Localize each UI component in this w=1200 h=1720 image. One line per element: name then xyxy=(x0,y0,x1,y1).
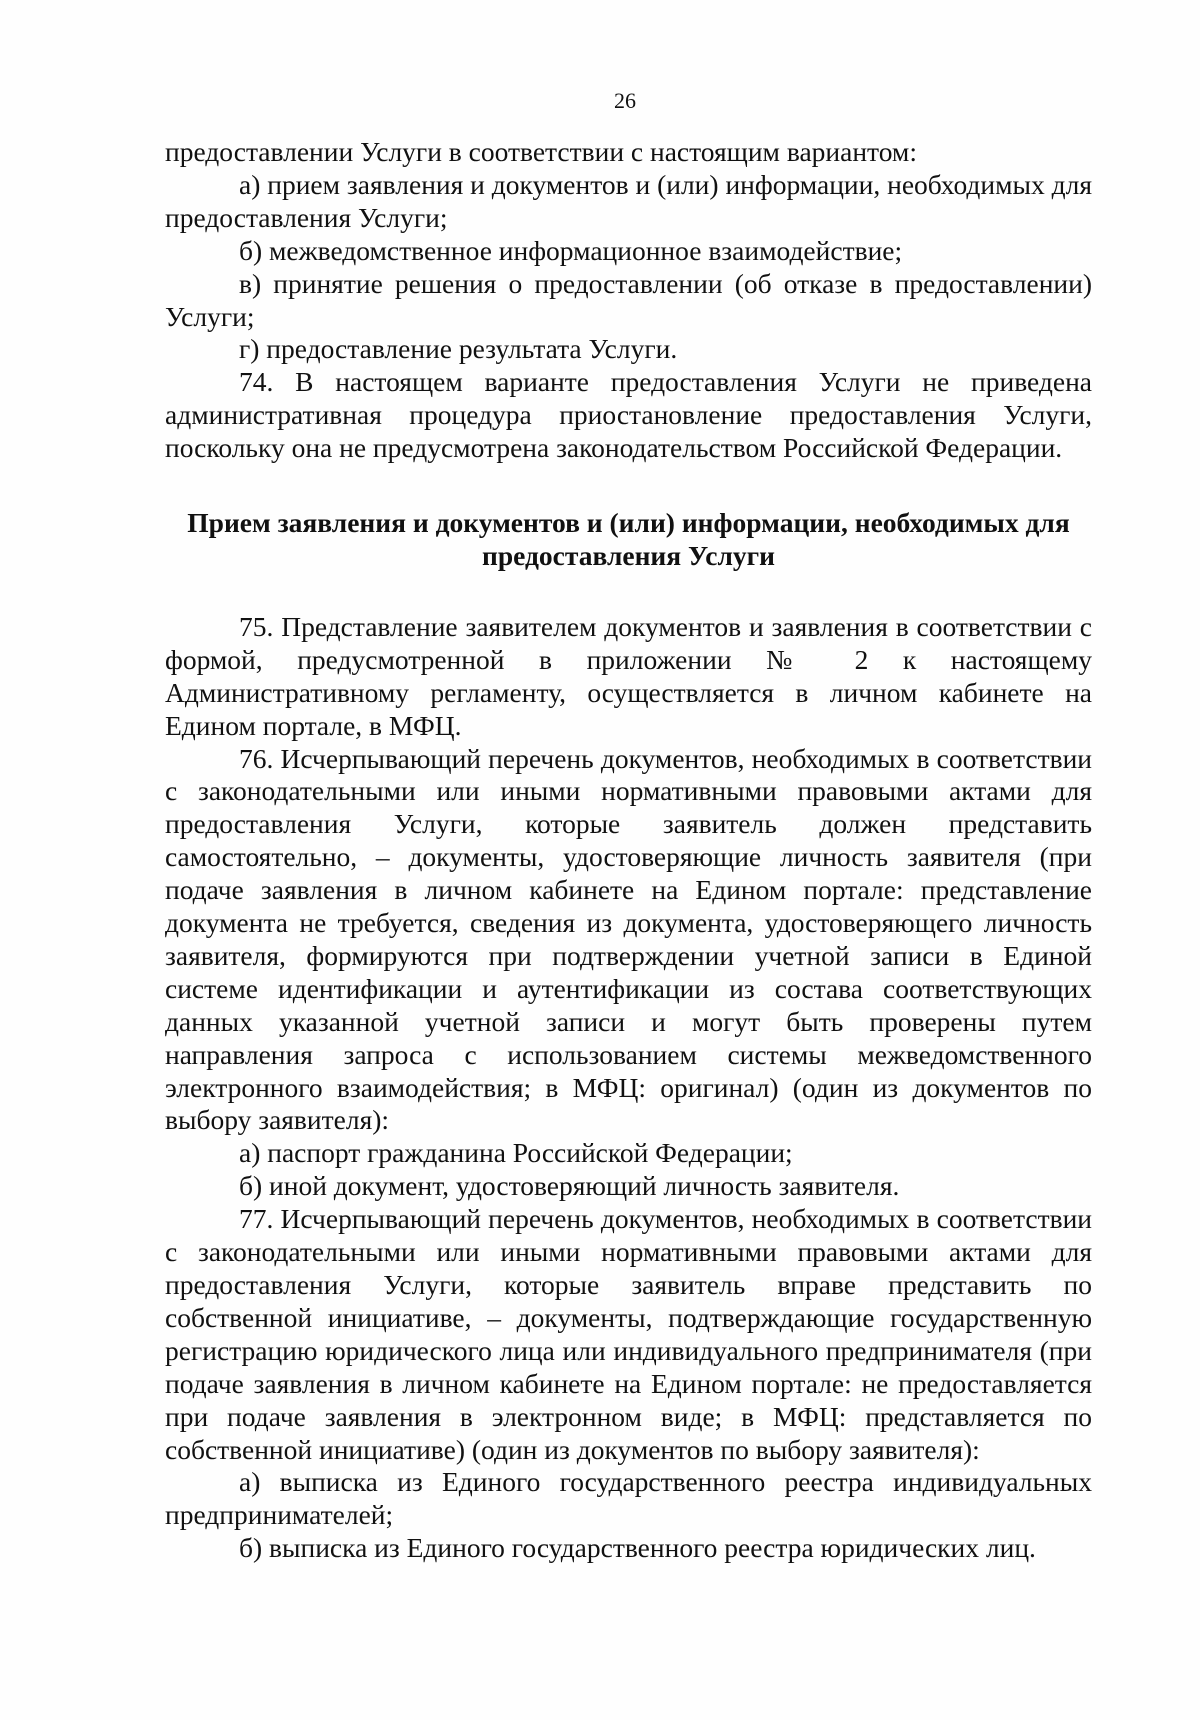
paragraph-75: 75. Представление заявителем документов и заявления в соответствии с формой, предусмотренной в приложении № 2 к настоящему Административному регламенту, осуществляется в личном кабинете на Едином портале, в МФЦ. xyxy=(165,610,1092,741)
list-item-g: г) предоставление результата Услуги. xyxy=(239,333,678,365)
list-item-b: б) иной документ, удостоверяющий личность заявителя. xyxy=(239,1170,900,1202)
paragraph-77: 77. Исчерпывающий перечень документов, необходимых в соответствии с законодательными или иными нормативными правовыми актами для предоставления Услуги, которые заявитель вправе представить по собственной инициативе, – документы, подтверждающие государственную регистрацию юридического лица или индивидуального предпринимателя (при подаче заявления в личном кабинете на Едином портале: не предоставляется при подаче заявления в электронном виде; в МФЦ: представляется по собственной инициативе) (один из документов по выбору заявителя): xyxy=(165,1203,1092,1465)
list-item-a: а) прием заявления и документов и (или) информации, необходимых для предоставления Услуги; xyxy=(165,168,1092,233)
page-number: 26 xyxy=(614,88,636,113)
paragraph-76: 76. Исчерпывающий перечень документов, необходимых в соответствии с законодательными или иными нормативными правовыми актами для предоставления Услуги, которые заявитель должен представить самостоятельно, – документы, удостоверяющие личность заявителя (при подаче заявления в личном кабинете на Едином портале: представление документа не требуется, сведения из документа, удостоверяющего личность заявителя, формируются при подтверждении учетной записи в Единой системе идентификации и аутентификации из состава соответствующих данных указанной учетной записи и могут быть проверены путем направления запроса с использованием системы межведомственного электронного взаимодействия; в МФЦ: оригинал) (один из документов по выбору заявителя): xyxy=(165,742,1092,1136)
document-body xyxy=(165,136,1092,1565)
section-heading: Прием заявления и документов и (или) информации, необходимых для предоставления Услуги xyxy=(187,507,1070,571)
paragraph-continuation: предоставлении Услуги в соответствии с настоящим вариантом: xyxy=(165,136,917,167)
list-item-b: б) выписка из Единого государственного реестра юридических лиц. xyxy=(239,1532,1036,1564)
paragraph-74: 74. В настоящем варианте предоставления Услуги не приведена административная процедура приостановление предоставления Услуги, поскольку она не предусмотрена законодательством Российской Федерации. xyxy=(165,366,1092,464)
list-item-v: в) принятие решения о предоставлении (об отказе в предоставлении) Услуги; xyxy=(165,267,1092,332)
list-item-a: а) паспорт гражданина Российской Федерации; xyxy=(239,1137,793,1169)
list-item-b: б) межведомственное информационное взаимодействие; xyxy=(239,234,903,266)
list-item-a: а) выписка из Единого государственного реестра индивидуальных предпринимателей; xyxy=(165,1466,1092,1531)
